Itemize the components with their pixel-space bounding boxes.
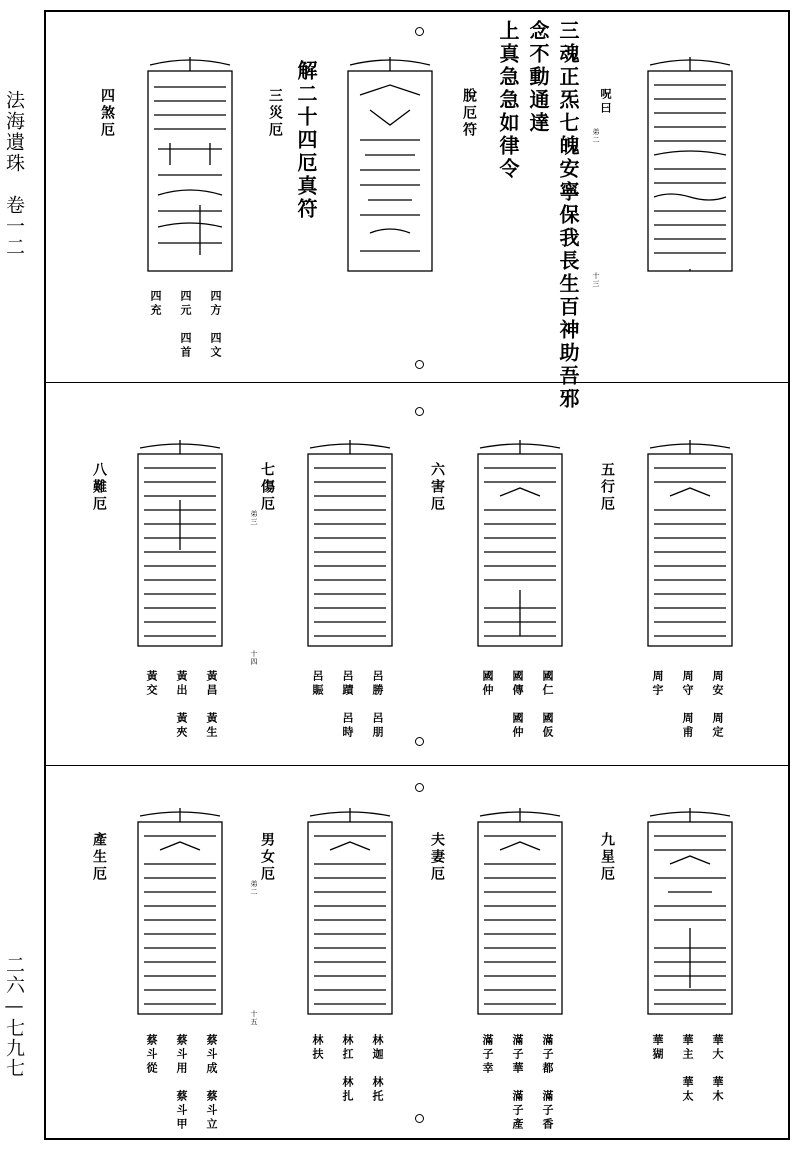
incantation-head: 呪曰 — [599, 88, 612, 116]
small-note: 十五 — [250, 1010, 258, 1026]
talisman-label: 六害厄 — [429, 462, 445, 513]
talisman-label: 四煞厄 — [99, 88, 115, 139]
deity-names: 滿子幸 — [481, 1034, 494, 1076]
incantation-line-3: 上真急急如律令 — [496, 20, 520, 181]
small-note: 弟二 — [250, 880, 258, 896]
deity-names: 周守 周甫 — [681, 670, 694, 740]
talisman-label: 產生厄 — [91, 832, 107, 883]
talisman-label: 三災厄 — [267, 88, 283, 139]
deity-names: 華猢 — [651, 1034, 664, 1062]
talisman-seal-8 — [640, 808, 740, 1018]
deity-names: 蔡斗成 蔡斗立 — [205, 1034, 218, 1132]
talisman-label: 男女厄 — [259, 832, 275, 883]
deity-names: 呂勝 呂朋 — [371, 670, 384, 740]
binding-hole — [415, 27, 424, 36]
talisman-seal-2 — [340, 55, 440, 275]
deity-names: 林扛 林扎 — [341, 1034, 354, 1104]
deity-names: 呂蹟 呂時 — [341, 670, 354, 740]
panel-divider-2 — [44, 765, 790, 766]
deity-names: 周安 周定 — [711, 670, 724, 740]
deity-names: 國仁 國仮 — [541, 670, 554, 740]
small-note: 十三 — [592, 272, 600, 288]
small-note: 十四 — [250, 650, 258, 666]
binding-hole — [415, 783, 424, 792]
talisman-seal-7 — [130, 440, 230, 650]
talisman-seal-11 — [130, 808, 230, 1018]
running-title: 法海遺珠 卷一二 — [3, 90, 25, 258]
deity-names: 滿子華 滿子產 — [511, 1034, 524, 1132]
binding-hole — [415, 1114, 424, 1123]
talisman-seal-5 — [470, 440, 570, 650]
talisman-label: 八難厄 — [91, 462, 107, 513]
small-note: 弟二 — [592, 128, 600, 144]
deity-names: 黃交 — [145, 670, 158, 698]
deity-names: 蔡斗用 蔡斗甲 — [175, 1034, 188, 1132]
deity-names: 滿子都 滿子香 — [541, 1034, 554, 1132]
panel-divider-1 — [44, 382, 790, 383]
deity-names: 國傳 國仲 — [511, 670, 524, 740]
talisman-seal-1 — [640, 55, 740, 275]
deity-names: 四元 四首 — [179, 290, 192, 360]
talisman-seal-6 — [300, 440, 400, 650]
talisman-seal-4 — [640, 440, 740, 650]
talisman-label: 夫妻厄 — [429, 832, 445, 883]
deity-names: 華大 華木 — [711, 1034, 724, 1104]
incantation-line-2: 念不動通達 — [526, 20, 550, 135]
deity-names: 呂賑 — [311, 670, 324, 698]
talisman-seal-10 — [300, 808, 400, 1018]
talisman-label: 九星厄 — [599, 832, 615, 883]
talisman-label: 七傷厄 — [259, 462, 275, 513]
deity-names: 國仲 — [481, 670, 494, 698]
deity-names: 林迦 林托 — [371, 1034, 384, 1104]
binding-hole — [415, 407, 424, 416]
section-title: 解二十四厄真符 — [294, 60, 318, 221]
talisman-seal-9 — [470, 808, 570, 1018]
binding-hole — [415, 360, 424, 369]
deity-names: 周宇 — [651, 670, 664, 698]
binding-hole — [415, 737, 424, 746]
deity-names: 林扶 — [311, 1034, 324, 1062]
page-number: 二六—七九七 — [3, 955, 25, 1078]
deity-names: 華主 華太 — [681, 1034, 694, 1104]
deity-names: 四方 四文 — [209, 290, 222, 360]
deity-names: 四充 — [149, 290, 162, 318]
talisman-seal-3 — [140, 55, 240, 275]
incantation-line-1: 三魂正炁七魄安寧保我長生百神助吾邪 — [556, 20, 580, 411]
small-note: 弟三 — [250, 510, 258, 526]
deity-names: 黃出 黃夾 — [175, 670, 188, 740]
deity-names: 黃昌 黃生 — [205, 670, 218, 740]
talisman-name: 脫厄符 — [461, 88, 477, 139]
deity-names: 蔡斗從 — [145, 1034, 158, 1076]
talisman-label: 五行厄 — [599, 462, 615, 513]
